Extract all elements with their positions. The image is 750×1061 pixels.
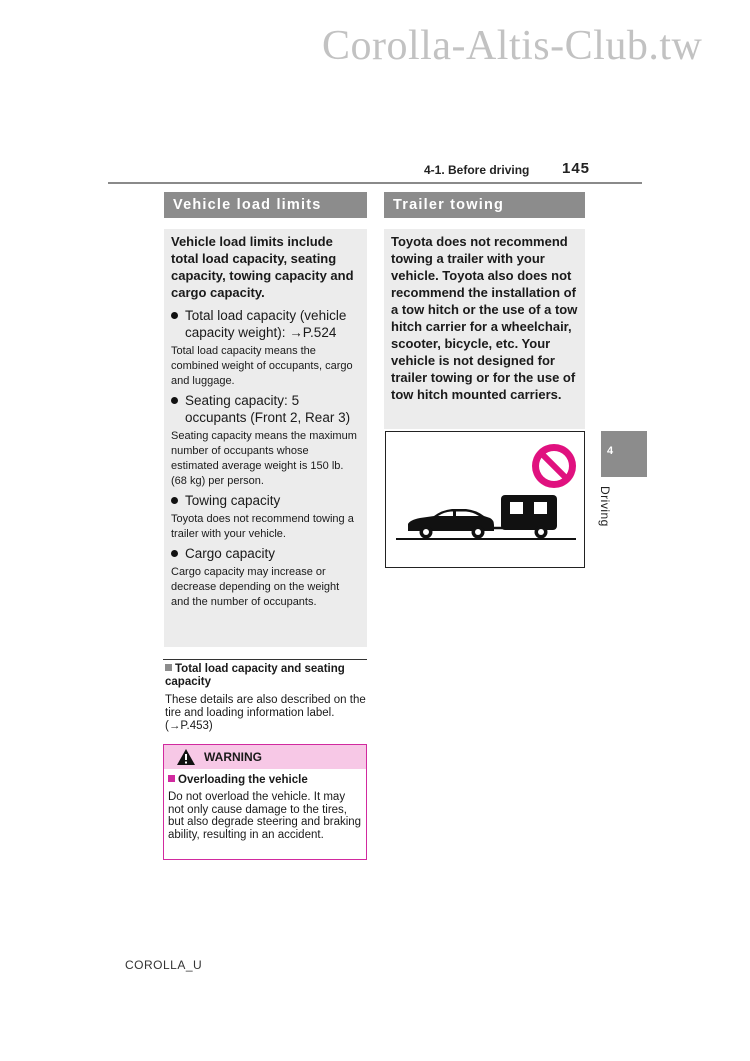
square-marker-icon	[165, 664, 172, 671]
page-number: 145	[562, 160, 591, 177]
section-heading-trailer-towing: Trailer towing	[384, 192, 585, 218]
warning-triangle-icon	[176, 748, 196, 766]
bullet-dot	[171, 497, 178, 504]
warning-body: Do not overload the vehicle. It may not only cause damage to the tires, but also degrade steering and braking ability, resulting in an accident.	[168, 791, 362, 841]
trailer-towing-box	[384, 229, 585, 429]
warning-box	[163, 744, 367, 860]
bullet-description: Toyota does not recommend towing a trailer with your vehicle.	[171, 513, 354, 540]
bullet-dot	[171, 397, 178, 404]
subsection-body: These details are also described on the tire and loading information label. (→P.453)	[165, 694, 366, 732]
bullet-description: Seating capacity means the maximum number of occupants whose estimated average weight is 150 lb. (68 kg) per person.	[171, 430, 357, 487]
section-path: 4-1. Before driving	[424, 163, 530, 177]
warning-label: WARNING	[204, 750, 262, 764]
car-icon	[408, 509, 494, 539]
footer-code: COROLLA_U	[125, 958, 203, 972]
bullet-description: Cargo capacity may increase or decrease depending on the weight and the number of occupants.	[171, 566, 340, 608]
bullet-text: Towing capacity	[185, 493, 281, 508]
square-marker-icon	[168, 775, 175, 782]
bullet-item	[171, 392, 359, 426]
car-trailer-drawing	[386, 432, 583, 566]
chapter-tab[interactable]	[601, 431, 647, 477]
chapter-number: 4	[607, 445, 614, 457]
section-heading-load-limits: Vehicle load limits	[164, 192, 367, 218]
bullet-text: Seating capacity: 5 occupants (Front 2, Rear 3)	[185, 393, 351, 425]
chapter-label: Driving	[598, 486, 612, 527]
bullet-dot	[171, 312, 178, 319]
bullet-dot	[171, 550, 178, 557]
header-rule	[108, 182, 642, 184]
watermark: Corolla-Altis-Club.tw	[322, 23, 703, 69]
bullet-text: Cargo capacity	[185, 546, 276, 561]
no-towing-illustration	[385, 431, 585, 568]
bullet-item	[171, 307, 359, 341]
bullet-item	[171, 545, 359, 562]
load-limits-box	[164, 229, 367, 647]
warning-header	[164, 745, 366, 769]
load-limits-lead: Vehicle load limits include total load capacity, seating capacity, towing capacity and cargo capacity.	[171, 234, 354, 300]
prohibition-icon	[532, 444, 576, 488]
trailer-icon	[501, 495, 557, 539]
warning-title: Overloading the vehicle	[164, 769, 366, 787]
subsection-title: Total load capacity and seating capacity	[165, 663, 345, 688]
bullet-description: Total load capacity means the combined weight of occupants, cargo and luggage.	[171, 345, 353, 387]
bullet-text[interactable]: Total load capacity (vehicle capacity weight): →P.524	[185, 308, 347, 340]
subsection-rule	[163, 659, 367, 660]
trailer-towing-lead: Toyota does not recommend towing a trailer with your vehicle. Toyota also does not recommend the installation of a tow hitch or the use of a tow hitch carrier for a wheelchair, scooter, bicycle, etc. Your vehicle is not designed for trailer towing or for the use of tow hitch mounted carriers.	[391, 234, 578, 402]
bullet-item	[171, 492, 359, 509]
